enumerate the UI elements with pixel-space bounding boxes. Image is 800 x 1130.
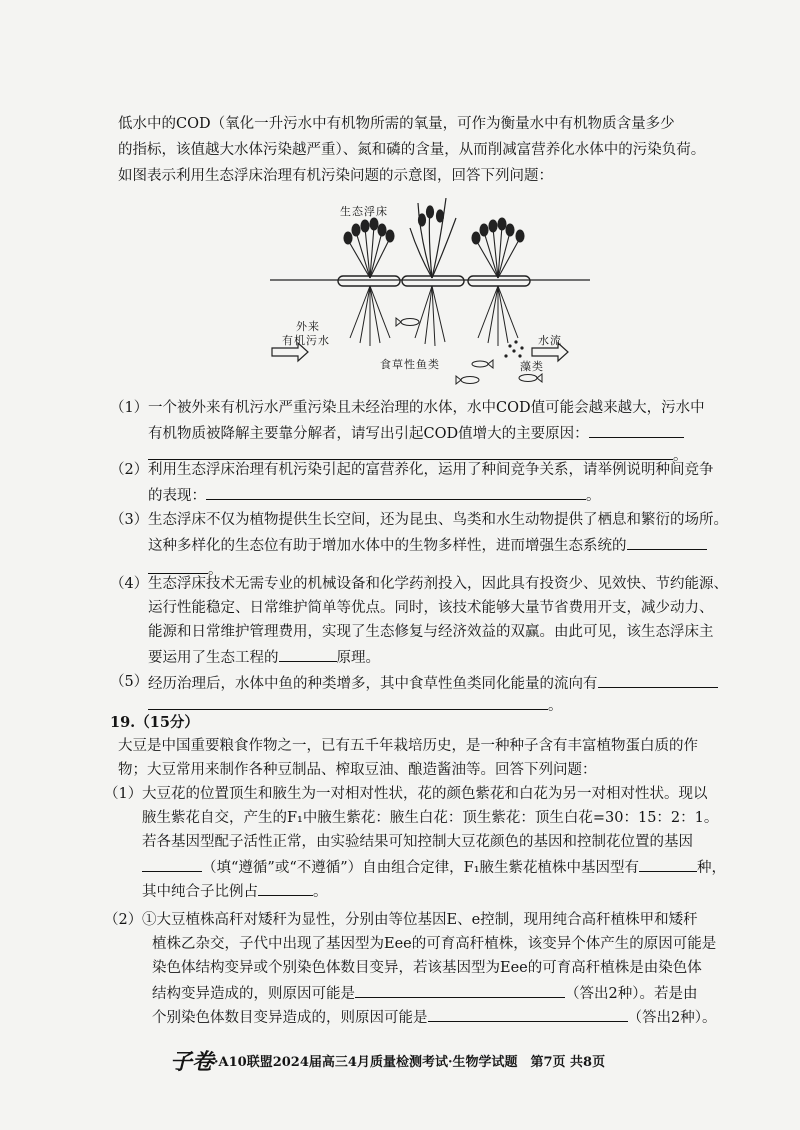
- q18-4-end: 原理。: [336, 650, 380, 666]
- q18-1-end: 。: [673, 448, 688, 464]
- intro-line-3: 如图表示利用生态浮床治理有机污染问题的示意图，回答下列问题：: [118, 168, 553, 184]
- label-float-bed: 生态浮床: [340, 205, 388, 218]
- q19-2-prompt-b: （答出2种）。若是由: [565, 986, 698, 1002]
- answer-blank-q19-1c[interactable]: [258, 880, 313, 896]
- q19-2-line-2: 植株乙杂交，子代中出现了基因型为Eee的可育高秆植株，该变异个体产生的原因可能是: [152, 936, 717, 952]
- q19-2-line-1: ①大豆植株高秆对矮秆为显性，分别由等位基因E、e控制，现用纯合高秆植株甲和矮秆: [142, 912, 698, 928]
- q18-2-prompt: 的表现：: [148, 488, 206, 504]
- q19-2-prompt-a: 结构变异造成的，则原因可能是: [152, 986, 355, 1002]
- q18-2-number: （2）: [110, 462, 149, 478]
- answer-blank-q18-3a[interactable]: [627, 534, 707, 550]
- label-inflow-1: 外来: [296, 320, 320, 333]
- q18-2-line-2: [148, 484, 601, 507]
- q19-2-end: （答出2种）。: [627, 1010, 717, 1026]
- q18-4-line-4: [148, 646, 380, 669]
- q19-2-line-3: 染色体结构变异或个别染色体数目变异，若该基因型为Eee的可育高秆植株是由染色体: [152, 960, 702, 976]
- q19-2-line-5: [152, 1006, 716, 1029]
- q19-1-line-3: 若各基因型配子活性正常，由实验结果可知控制大豆花颜色的基因和控制花位置的基因: [142, 834, 693, 850]
- q19-intro-line-2: 物；大豆常用来制作各种豆制品、榨取豆油、酿造酱油等。回答下列问题：: [118, 762, 597, 778]
- q18-2-end: 。: [586, 488, 601, 504]
- q19-1-end: 。: [313, 884, 328, 900]
- q18-3-line-1: 生态浮床不仅为植物提供生长空间，还为昆虫、鸟类和水生动物提供了栖息和繁衍的场所。: [148, 512, 728, 528]
- q18-1-number: （1）: [110, 400, 149, 416]
- q18-4-line-3: 能源和日常维护管理费用，实现了生态修复与经济效益的双赢。由此可见，该生态浮床主: [148, 624, 714, 640]
- answer-blank-q18-4[interactable]: [279, 646, 337, 662]
- q18-2-line-1: 利用生态浮床治理有机污染引起的富营养化，运用了种间竞争关系，请举例说明种间竞争: [148, 462, 714, 478]
- q19-1-line-1: 大豆花的位置顶生和腋生为一对相对性状，花的颜色紫花和白花为另一对相对性状。现以: [142, 786, 708, 802]
- q18-4-number: （4）: [110, 576, 149, 592]
- label-algae: 藻类: [520, 360, 544, 373]
- q19-1-prompt-c: 其中纯合子比例占: [142, 884, 258, 900]
- q19-1-line-4: [142, 856, 726, 879]
- answer-blank-q18-5b[interactable]: [148, 694, 548, 710]
- q18-5-end: 。: [548, 698, 563, 714]
- q18-5-line-1: [148, 672, 718, 695]
- answer-blank-q18-5a[interactable]: [598, 672, 718, 688]
- label-inflow-2: 有机污水: [282, 334, 330, 347]
- footer-text: ·A10联盟2024届高三4月质量检测考试·生物学试题 第7页 共8页: [214, 1055, 606, 1070]
- q18-3-line-2: [148, 534, 707, 557]
- label-water-flow: 水流: [538, 334, 562, 347]
- answer-blank-q18-3b[interactable]: [148, 558, 208, 574]
- answer-blank-q19-1a[interactable]: [142, 856, 202, 872]
- answer-blank-q18-2[interactable]: [206, 484, 586, 500]
- q18-1-line-1: 一个被外来有机污水严重污染且未经治理的水体，水中COD值可能会越来越大，污水中: [148, 400, 705, 416]
- answer-blank-q18-1a[interactable]: [589, 422, 684, 438]
- q19-1-line-5: [142, 880, 328, 903]
- q19-2-number: （2）: [104, 912, 143, 928]
- q19-2-line-4: [152, 982, 697, 1005]
- q19-1-number: （1）: [104, 786, 143, 802]
- answer-blank-q19-2a[interactable]: [355, 982, 565, 998]
- q18-4-line-2: 运行性能稳定、日常维护简单等优点。同时，该技术能够大量节省费用开支，减少动力、: [148, 600, 714, 616]
- q18-1-prompt: 有机物质被降解主要靠分解者，请写出引起COD值增大的主要原因：: [148, 426, 589, 442]
- q19-2-prompt-c: 个别染色体数目变异造成的，则原因可能是: [152, 1010, 428, 1026]
- q18-5-line-2: [148, 694, 563, 717]
- label-fish: 食草性鱼类: [380, 358, 440, 371]
- q18-3-number: （3）: [110, 512, 149, 528]
- q18-5-prompt: 经历治理后，水体中鱼的种类增多，其中食草性鱼类同化能量的流向有: [148, 676, 598, 692]
- intro-line-2: 的指标，该值越大水体污染越严重）、氮和磷的含量，从而削减富营养化水体中的污染负荷。: [118, 142, 706, 158]
- q19-header: 19.（15分）: [110, 714, 199, 731]
- page-footer: [170, 1045, 605, 1076]
- answer-blank-q19-2b[interactable]: [428, 1006, 628, 1022]
- q19-1-prompt-a: （填“遵循”或“不遵循”）自由组合定律，F₁腋生紫花植株中基因型有: [202, 860, 640, 876]
- answer-blank-q19-1b[interactable]: [639, 856, 697, 872]
- publisher-logo: 子卷: [170, 1049, 215, 1075]
- q18-3-prompt: 这种多样化的生态位有助于增加水体中的生物多样性，进而增强生态系统的: [148, 538, 627, 554]
- floating-bed-diagram: [270, 198, 590, 388]
- q19-1-line-2: 腋生紫花自交，产生的F₁中腋生紫花：腋生白花：顶生紫花：顶生白花=30：15：2：1。: [142, 810, 719, 826]
- q18-3-end: 。: [208, 562, 223, 578]
- answer-blank-q18-1b[interactable]: [148, 444, 673, 460]
- intro-line-1: 低水中的COD（氧化一升污水中有机物所需的氧量，可作为衡量水中有机物质含量多少: [118, 116, 675, 132]
- q18-5-number: （5）: [110, 674, 149, 690]
- q18-4-prompt: 要运用了生态工程的: [148, 650, 279, 666]
- q19-1-prompt-b: 种，: [697, 860, 727, 876]
- q18-4-line-1: 生态浮床技术无需专业的机械设备和化学药剂投入，因此具有投资少、见效快、节约能源、: [148, 576, 728, 592]
- q18-1-line-2: [148, 422, 684, 445]
- q19-intro-line-1: 大豆是中国重要粮食作物之一，已有五千年栽培历史，是一种种子含有丰富植物蛋白质的作: [118, 738, 698, 754]
